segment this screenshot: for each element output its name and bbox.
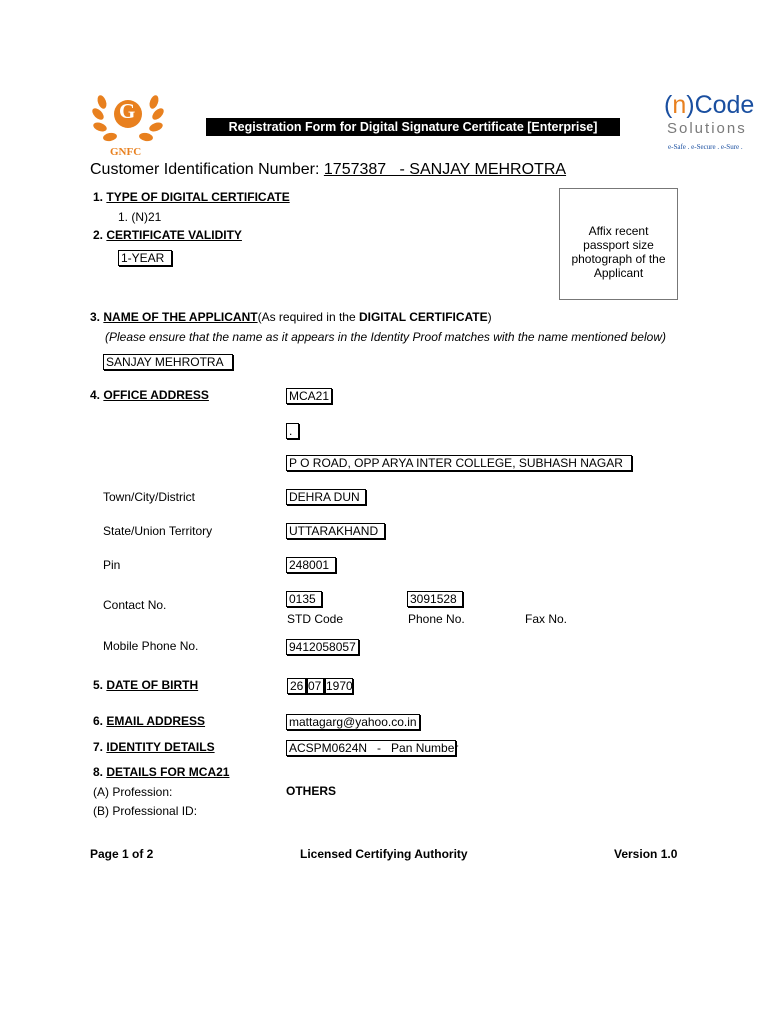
section6-num: 6. <box>93 714 104 728</box>
name-note: (Please ensure that the name as it appears in the Identity Proof matches with the name mentioned below) <box>105 330 666 344</box>
pin-field: 248001 <box>286 557 336 573</box>
section6-title: EMAIL ADDRESS <box>106 714 206 728</box>
section7-num: 7. <box>93 740 104 754</box>
footer-page: Page 1 of 2 <box>90 847 154 861</box>
gnfc-label: GNFC <box>110 146 142 158</box>
profession-label: (A) Profession: <box>93 785 173 799</box>
dob-day-field: 26 <box>287 678 307 694</box>
std-code-field: 0135 <box>286 591 322 607</box>
ncode-tagline: e-Safe . e-Secure . e-Sure . <box>668 143 743 151</box>
footer-version: Version 1.0 <box>614 847 678 861</box>
applicant-name-field: SANJAY MEHROTRA <box>103 354 233 370</box>
gnfc-logo-letter: G <box>119 99 136 123</box>
phone-field: 3091528 <box>407 591 463 607</box>
customer-id-value: 1757387 - SANJAY MEHROTRA <box>323 161 567 178</box>
section5-title: DATE OF BIRTH <box>106 678 199 692</box>
certificate-validity-field: 1-YEAR <box>118 250 172 266</box>
ncode-n: n <box>672 91 687 119</box>
state-field: UTTARAKHAND <box>286 523 385 539</box>
fax-label: Fax No. <box>525 612 568 626</box>
section3-suffix-post: ) <box>487 310 492 324</box>
section4-heading <box>90 388 209 402</box>
section5-heading <box>93 678 198 692</box>
section3-title: NAME OF THE APPLICANT <box>103 310 258 324</box>
ncode-code: Code <box>694 91 755 119</box>
mobile-label: Mobile Phone No. <box>103 639 199 653</box>
dob-year-field: 1970 <box>323 678 353 694</box>
ncode-paren-open: ( <box>664 91 673 119</box>
ncode-solutions: Solutions <box>667 120 747 137</box>
phone-label: Phone No. <box>408 612 465 626</box>
address-line2-field: . <box>286 423 299 439</box>
photo-instructions: Affix recent passport size photograph of the Applicant <box>571 224 666 280</box>
section1-title: TYPE OF DIGITAL CERTIFICATE <box>106 190 290 204</box>
section3-suffix-bold: DIGITAL CERTIFICATE <box>358 310 488 324</box>
footer-authority: Licensed Certifying Authority <box>300 847 468 861</box>
ncode-paren-close: ) <box>686 91 695 119</box>
customer-id-label: Customer Identification Number: <box>90 161 320 178</box>
certificate-type-item: 1. (N)21 <box>118 210 162 224</box>
email-field: mattagarg@yahoo.co.in <box>286 714 420 730</box>
state-label: State/Union Territory <box>103 524 213 538</box>
section2-num: 2. <box>93 228 104 242</box>
dob-month-field: 07 <box>305 678 325 694</box>
section6-heading <box>93 714 205 728</box>
identity-field: ACSPM0624N - Pan Number <box>286 740 456 756</box>
town-field: DEHRA DUN <box>286 489 366 505</box>
section8-heading <box>93 765 229 779</box>
customer-id-row <box>90 161 566 179</box>
address-line3-field: P O ROAD, OPP ARYA INTER COLLEGE, SUBHASH NAGAR <box>286 455 632 471</box>
section5-num: 5. <box>93 678 104 692</box>
section4-title: OFFICE ADDRESS <box>103 388 209 402</box>
section3-heading <box>90 310 492 324</box>
section8-num: 8. <box>93 765 104 779</box>
section7-heading <box>93 740 215 754</box>
section1-heading <box>93 190 290 204</box>
section2-heading <box>93 228 242 242</box>
section3-suffix-pre: (As required in the <box>257 310 359 324</box>
profession-value: OTHERS <box>286 784 337 798</box>
contact-label: Contact No. <box>103 598 167 612</box>
professional-id-label: (B) Professional ID: <box>93 804 198 818</box>
pin-label: Pin <box>103 558 121 572</box>
section8-title: DETAILS FOR MCA21 <box>106 765 230 779</box>
section1-num: 1. <box>93 190 104 204</box>
section2-title: CERTIFICATE VALIDITY <box>106 228 242 242</box>
ncode-logo <box>664 90 768 156</box>
photo-placeholder <box>559 188 678 300</box>
std-code-label: STD Code <box>287 612 344 626</box>
section3-num: 3. <box>90 310 101 324</box>
gnfc-logo <box>88 90 168 160</box>
form-title: Registration Form for Digital Signature Certificate [Enterprise] <box>206 118 620 136</box>
town-label: Town/City/District <box>103 490 196 504</box>
section4-num: 4. <box>90 388 101 402</box>
address-line1-field: MCA21 <box>286 388 332 404</box>
section7-title: IDENTITY DETAILS <box>106 740 215 754</box>
mobile-field: 9412058057 <box>286 639 359 655</box>
